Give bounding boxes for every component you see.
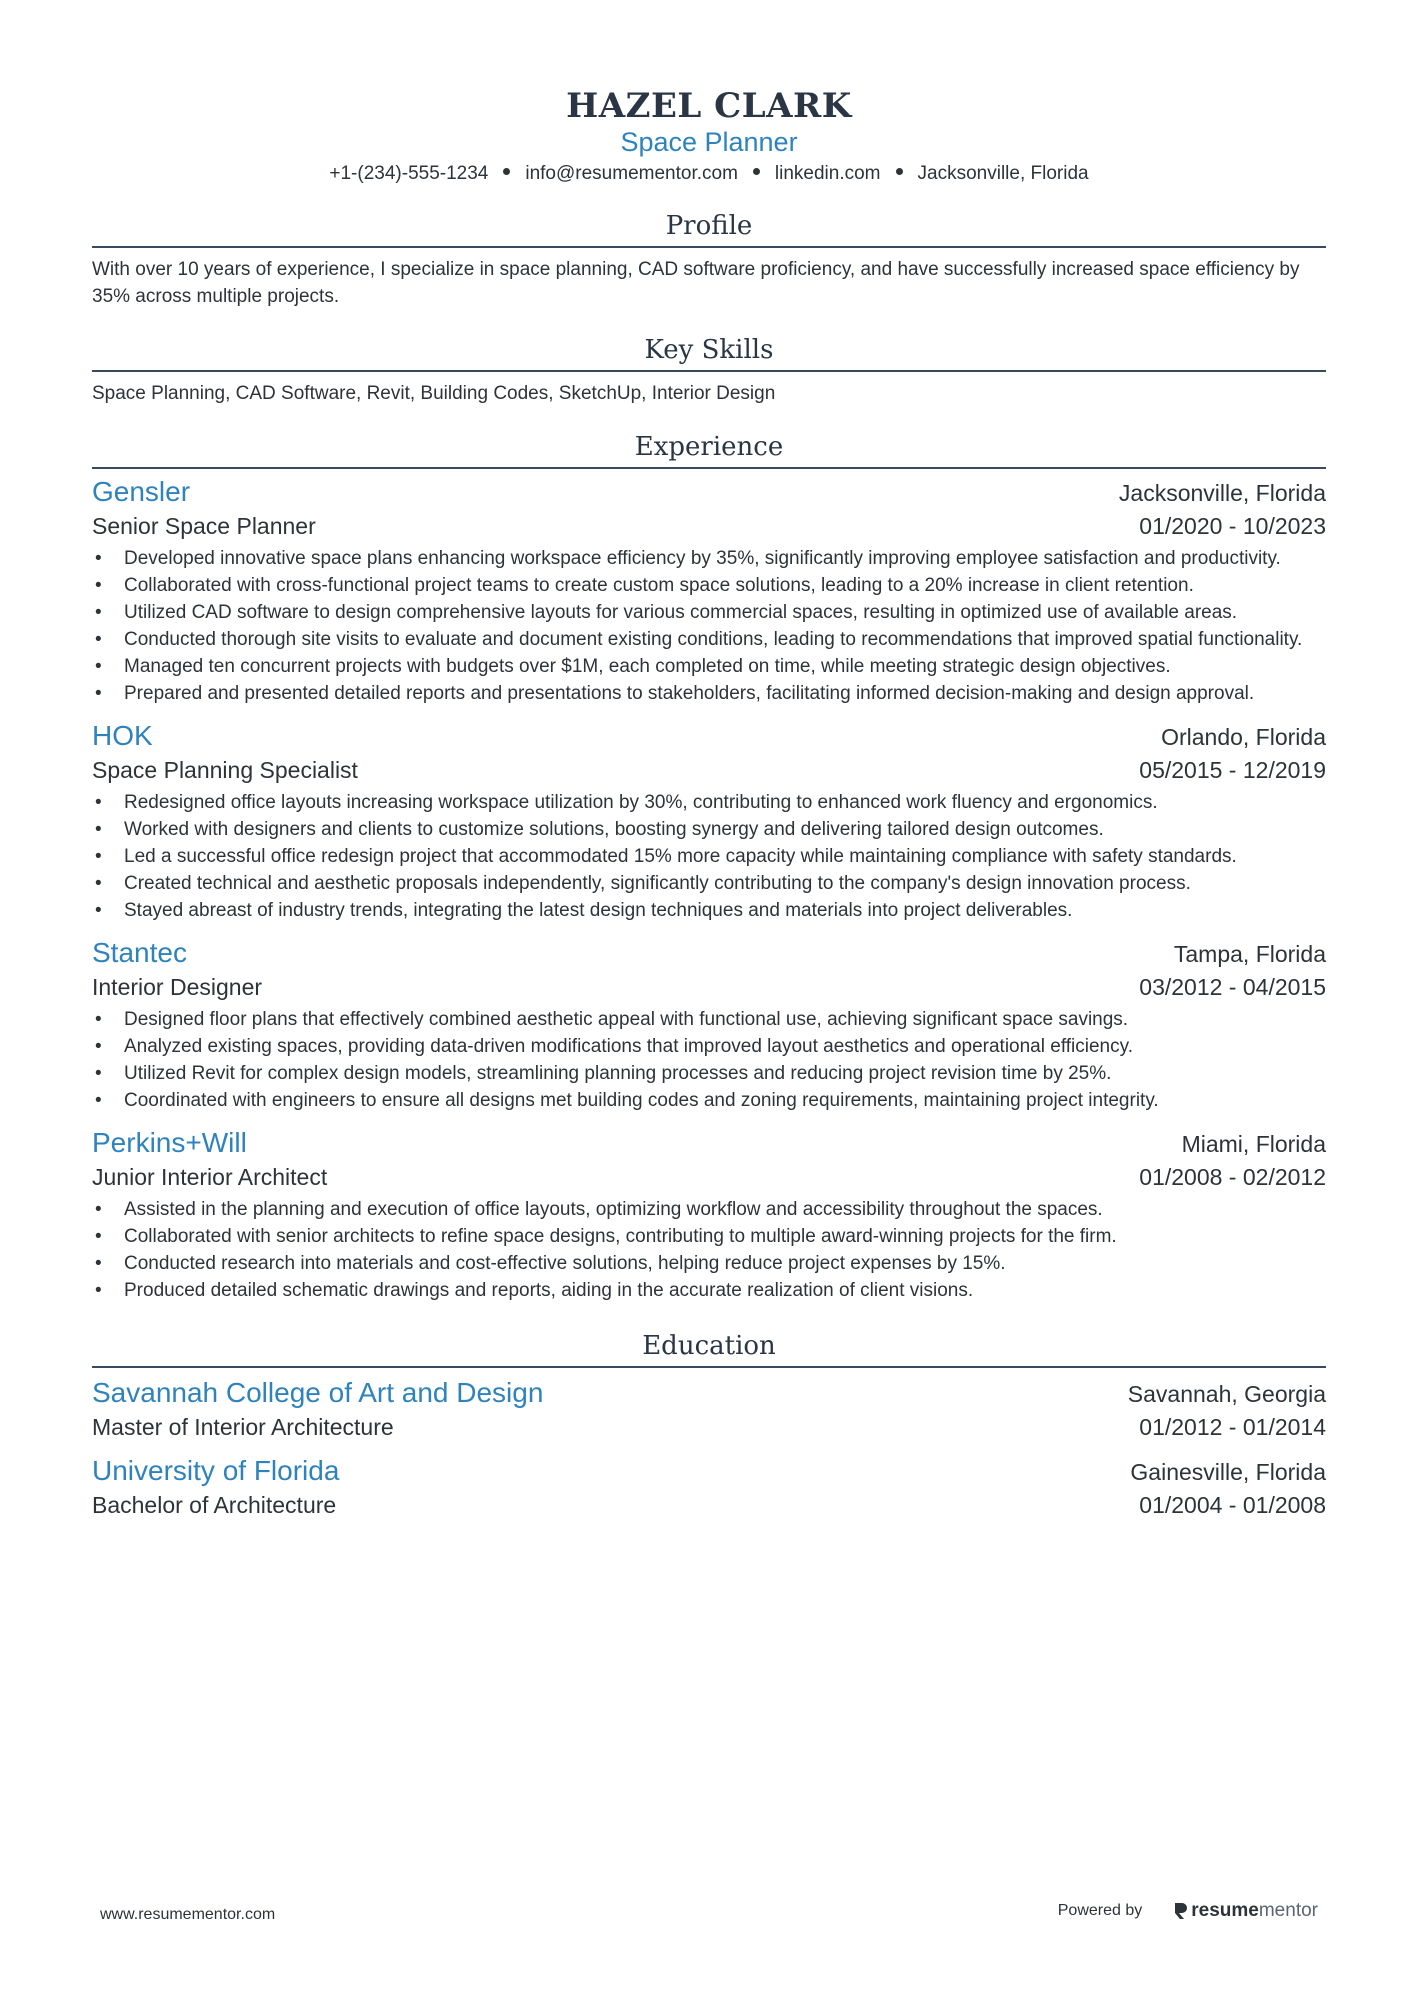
job-list	[92, 475, 1326, 1304]
job-bullet: • Utilized Revit for complex design models, streamlining planning processes and reducing project revision time by 25%.	[92, 1060, 1326, 1087]
education-entry	[92, 1376, 1326, 1444]
job-location: Jacksonville, Florida	[1118, 480, 1326, 506]
education-degree: Master of Interior Architecture	[92, 1414, 394, 1440]
job-role: Senior Space Planner	[92, 513, 316, 539]
job-bullet: • Collaborated with cross-functional project teams to create custom space solutions, leading to a 20% increase in client retention.	[92, 572, 1326, 599]
job-dates: 03/2012 - 04/2015	[1139, 974, 1326, 1000]
education-degree-row	[92, 1488, 1326, 1522]
job-bullet: • Utilized CAD software to design comprehensive layouts for various commercial spaces, resulting in optimized use of available areas.	[92, 599, 1326, 626]
job-entry	[92, 475, 1326, 707]
job-company: Gensler	[92, 476, 191, 507]
education-school: University of Florida	[92, 1455, 340, 1486]
contact-email[interactable]: info@resumementor.com	[525, 163, 738, 184]
job-bullet: • Redesigned office layouts increasing workspace utilization by 30%, contributing to enhanced work fluency and ergonomics.	[92, 789, 1326, 816]
separator-dot	[896, 168, 903, 175]
job-bullet: • Led a successful office redesign project that accommodated 15% more capacity while maintaining compliance with safety standards.	[92, 843, 1326, 870]
job-role-row	[92, 970, 1326, 1004]
contact-line	[92, 160, 1326, 188]
job-bullet: • Worked with designers and clients to customize solutions, boosting synergy and delivering tailored design outcomes.	[92, 816, 1326, 843]
education-degree-row	[92, 1410, 1326, 1444]
job-bullet: • Prepared and presented detailed reports and presentations to stakeholders, facilitating informed decision-making and design approval.	[92, 680, 1326, 707]
job-role-row	[92, 1160, 1326, 1194]
section-heading-education: Education	[92, 1328, 1326, 1368]
section-heading-profile: Profile	[92, 208, 1326, 248]
job-bullet: • Conducted thorough site visits to evaluate and document existing conditions, leading to recommendations that improved spatial functionality.	[92, 626, 1326, 653]
job-header-row	[92, 936, 1326, 970]
job-company: HOK	[92, 720, 153, 751]
education-section	[92, 1328, 1326, 1522]
skills-section	[92, 332, 1326, 407]
education-location: Savannah, Georgia	[1127, 1381, 1326, 1407]
candidate-title: Space Planner	[620, 127, 798, 157]
job-role-row	[92, 509, 1326, 543]
powered-by-label: Powered by	[1057, 1902, 1143, 1919]
job-role: Space Planning Specialist	[92, 757, 358, 783]
job-bullet: • Assisted in the planning and execution of office layouts, optimizing workflow and accessibility throughout the spaces.	[92, 1196, 1326, 1223]
skills-text: Space Planning, CAD Software, Revit, Building Codes, SketchUp, Interior Design	[92, 383, 776, 404]
section-heading-experience: Experience	[92, 429, 1326, 469]
job-role-row	[92, 753, 1326, 787]
education-entry	[92, 1454, 1326, 1522]
resumementor-logo-icon	[1172, 1901, 1188, 1921]
contact-phone: +1-(234)-555-1234	[329, 163, 489, 184]
job-bullet: • Conducted research into materials and cost-effective solutions, helping reduce project expenses by 15%.	[92, 1250, 1326, 1277]
job-location: Orlando, Florida	[1161, 724, 1326, 750]
job-bullets	[92, 1196, 1326, 1304]
experience-section	[92, 429, 1326, 1304]
school-list	[92, 1376, 1326, 1522]
resume-header	[92, 0, 1326, 188]
job-header-row	[92, 719, 1326, 753]
separator-dot	[753, 168, 760, 175]
job-bullets	[92, 545, 1326, 707]
contact-location: Jacksonville, Florida	[917, 163, 1089, 184]
footer-branding	[1058, 1900, 1318, 1922]
contact-linkedin[interactable]: linkedin.com	[774, 163, 881, 184]
job-location: Tampa, Florida	[1173, 941, 1326, 967]
candidate-name: HAZEL CLARK	[566, 86, 852, 126]
education-degree: Bachelor of Architecture	[92, 1492, 337, 1518]
job-bullet: • Created technical and aesthetic proposals independently, significantly contributing to the company's design innovation process.	[92, 870, 1326, 897]
footer-website[interactable]: www.resumementor.com	[100, 1906, 276, 1923]
job-location: Miami, Florida	[1181, 1131, 1326, 1157]
job-dates: 01/2020 - 10/2023	[1139, 513, 1326, 539]
job-bullet: • Stayed abreast of industry trends, integrating the latest design techniques and materials into project deliverables.	[92, 897, 1326, 924]
profile-text: With over 10 years of experience, I specialize in space planning, CAD software proficiency, and have successfully increased space efficiency by 35% across multiple projects.	[92, 259, 1300, 307]
education-header-row	[92, 1454, 1326, 1488]
job-bullet: • Collaborated with senior architects to refine space designs, contributing to multiple award-winning projects for the firm.	[92, 1223, 1326, 1250]
job-bullet: • Produced detailed schematic drawings and reports, aiding in the accurate realization of client visions.	[92, 1277, 1326, 1304]
section-heading-skills: Key Skills	[92, 332, 1326, 372]
resume-page	[92, 0, 1326, 1522]
job-dates: 05/2015 - 12/2019	[1139, 757, 1326, 783]
logo-text-light: mentor	[1258, 1900, 1318, 1921]
job-company: Stantec	[92, 937, 187, 968]
education-school: Savannah College of Art and Design	[92, 1377, 544, 1408]
education-dates: 01/2004 - 01/2008	[1139, 1492, 1326, 1518]
job-bullet: • Analyzed existing spaces, providing data-driven modifications that improved layout aesthetics and operational efficiency.	[92, 1033, 1326, 1060]
resumementor-logo[interactable]	[1172, 1900, 1318, 1922]
job-role: Interior Designer	[92, 974, 263, 1000]
job-bullet: • Managed ten concurrent projects with budgets over $1M, each completed on time, while meeting strategic design objectives.	[92, 653, 1326, 680]
education-header-row	[92, 1376, 1326, 1410]
job-entry	[92, 719, 1326, 924]
logo-text-bold: resume	[1191, 1900, 1259, 1921]
job-bullet: • Coordinated with engineers to ensure all designs met building codes and zoning requirements, maintaining project integrity.	[92, 1087, 1326, 1114]
job-bullets	[92, 1006, 1326, 1114]
job-bullets	[92, 789, 1326, 924]
job-entry	[92, 1126, 1326, 1304]
profile-section	[92, 208, 1326, 310]
job-company: Perkins+Will	[92, 1127, 247, 1158]
job-entry	[92, 936, 1326, 1114]
job-bullet: • Designed floor plans that effectively combined aesthetic appeal with functional use, achieving significant space savings.	[92, 1006, 1326, 1033]
separator-dot	[503, 168, 510, 175]
education-dates: 01/2012 - 01/2014	[1139, 1414, 1326, 1440]
job-dates: 01/2008 - 02/2012	[1139, 1164, 1326, 1190]
job-header-row	[92, 475, 1326, 509]
education-location: Gainesville, Florida	[1130, 1459, 1326, 1485]
job-header-row	[92, 1126, 1326, 1160]
job-role: Junior Interior Architect	[92, 1164, 328, 1190]
job-bullet: • Developed innovative space plans enhancing workspace efficiency by 35%, significantly improving employee satisfaction and productivity.	[92, 545, 1326, 572]
